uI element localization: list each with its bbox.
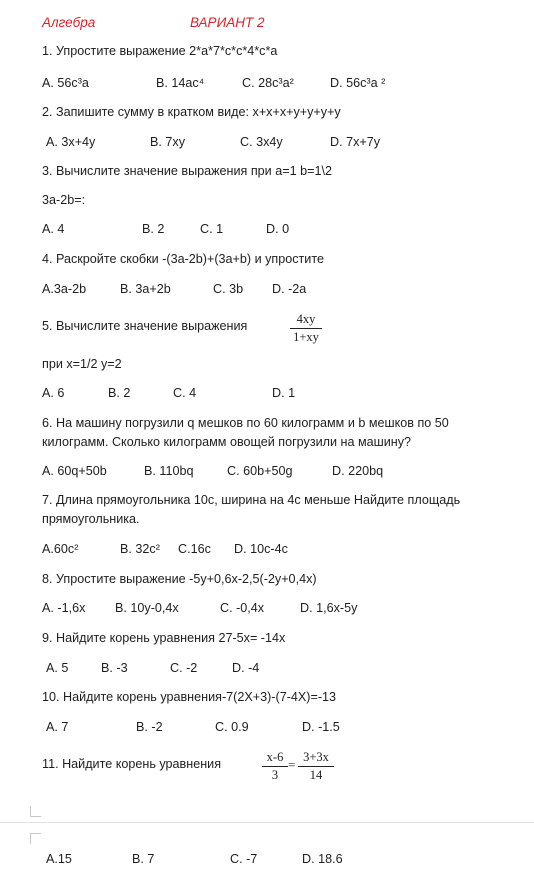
q11-equals-sign: = <box>288 757 296 772</box>
q11-option-a[interactable]: А.15 <box>46 852 72 866</box>
q11-option-d[interactable]: D. 18.6 <box>302 852 343 866</box>
q2-option-d[interactable]: D. 7х+7у <box>330 135 381 149</box>
question-9: 9. Найдите корень уравнения 27-5х= -14х <box>42 631 286 645</box>
q5-option-b[interactable]: В. 2 <box>108 386 131 400</box>
q11-rhs-denominator: 14 <box>309 768 323 782</box>
page-corner-marker <box>30 833 41 844</box>
q5-option-a[interactable]: А. 6 <box>42 386 65 400</box>
q10-option-b[interactable]: В. -2 <box>136 720 163 734</box>
question-2: 2. Запишите сумму в кратком виде: х+х+х+у+у+у+у <box>42 105 341 119</box>
q2-option-a[interactable]: А. 3х+4у <box>46 135 96 149</box>
subject-title: Алгебра <box>42 15 96 30</box>
q10-option-a[interactable]: А. 7 <box>46 720 69 734</box>
q1-option-c[interactable]: С. 28с³а² <box>242 76 294 90</box>
q4-option-a[interactable]: А.3а-2b <box>42 282 87 296</box>
q5-fraction <box>290 312 322 345</box>
question-3: 3. Вычислите значение выражения при а=1 b=1\2 <box>42 164 332 178</box>
q6-option-d[interactable]: D. 220bq <box>332 464 384 478</box>
q4-option-b[interactable]: В. 3а+2b <box>120 282 171 296</box>
q1-option-b[interactable]: В. 14ас⁴ <box>156 76 205 90</box>
q11-lhs-numerator: x-6 <box>262 750 288 767</box>
question-8: 8. Упростите выражение -5у+0,6х-2,5(-2у+0,4х) <box>42 572 317 586</box>
q7-option-d[interactable]: D. 10с-4с <box>234 542 288 556</box>
variant-title: ВАРИАНТ 2 <box>190 15 265 30</box>
q7-option-c[interactable]: С.16с <box>178 542 211 556</box>
q8-option-d[interactable]: D. 1,6х-5у <box>300 601 358 615</box>
q1-option-a[interactable]: А. 56с³а <box>42 76 89 90</box>
q11-rhs-numerator: 3+3x <box>298 750 334 767</box>
question-5: 5. Вычислите значение выражения <box>42 319 248 333</box>
q5-fraction-numerator: 4xy <box>290 312 322 329</box>
q2-option-b[interactable]: В. 7ху <box>150 135 185 149</box>
q11-lhs-fraction <box>262 750 288 783</box>
question-11: 11. Найдите корень уравнения <box>42 757 222 771</box>
q3-option-b[interactable]: В. 2 <box>142 222 165 236</box>
q6-option-c[interactable]: С. 60b+50g <box>227 464 293 478</box>
q10-option-d[interactable]: D. -1.5 <box>302 720 340 734</box>
q5-fraction-denominator: 1+xy <box>293 330 319 344</box>
q1-option-d[interactable]: D. 56с³а ² <box>330 76 386 90</box>
q11-lhs-denominator: 3 <box>271 768 279 782</box>
q11-rhs-fraction <box>298 750 334 783</box>
question-4: 4. Раскройте скобки -(3а-2b)+(3а+b) и упростите <box>42 252 324 266</box>
q8-option-b[interactable]: В. 10у-0,4х <box>115 601 179 615</box>
question-10: 10. Найдите корень уравнения-7(2Х+3)-(7-4Х)=-13 <box>42 690 337 704</box>
q6-option-b[interactable]: В. 110bq <box>144 464 194 478</box>
question-6: 6. На машину погрузили q мешков по 60 килограмм и b мешков по 50 килограмм. Сколько килограмм овощей погрузили на машину? <box>42 416 449 449</box>
q3-option-c[interactable]: С. 1 <box>200 222 224 236</box>
question-7: 7. Длина прямоугольника 10с, ширина на 4с меньше Найдите площадь прямоугольника. <box>42 493 461 526</box>
page-corner-marker <box>30 806 41 817</box>
q8-option-c[interactable]: С. -0,4х <box>220 601 265 615</box>
q11-option-b[interactable]: В. 7 <box>132 852 155 866</box>
q9-option-a[interactable]: А. 5 <box>46 661 69 675</box>
q5-option-c[interactable]: С. 4 <box>173 386 197 400</box>
q10-option-c[interactable]: С. 0.9 <box>215 720 249 734</box>
page-divider <box>0 822 534 823</box>
q6-option-a[interactable]: А. 60q+50b <box>42 464 107 478</box>
q2-option-c[interactable]: С. 3х4у <box>240 135 283 149</box>
q9-option-b[interactable]: В. -3 <box>101 661 128 675</box>
q7-option-b[interactable]: В. 32с² <box>120 542 160 556</box>
question-1: 1. Упростите выражение 2*а*7*с*с*4*с*а <box>42 44 278 58</box>
q5-option-d[interactable]: D. 1 <box>272 386 296 400</box>
q3-option-a[interactable]: А. 4 <box>42 222 65 236</box>
q7-option-a[interactable]: А.60с² <box>42 542 79 556</box>
q8-option-a[interactable]: А. -1,6х <box>42 601 86 615</box>
q5-condition: при х=1/2 у=2 <box>42 357 122 371</box>
q11-option-c[interactable]: С. -7 <box>230 852 258 866</box>
q3-option-d[interactable]: D. 0 <box>266 222 290 236</box>
q4-option-c[interactable]: С. 3b <box>213 282 244 296</box>
q4-option-d[interactable]: D. -2а <box>272 282 307 296</box>
q3-expression: 3a-2b=: <box>42 193 86 207</box>
q9-option-c[interactable]: С. -2 <box>170 661 198 675</box>
q9-option-d[interactable]: D. -4 <box>232 661 260 675</box>
